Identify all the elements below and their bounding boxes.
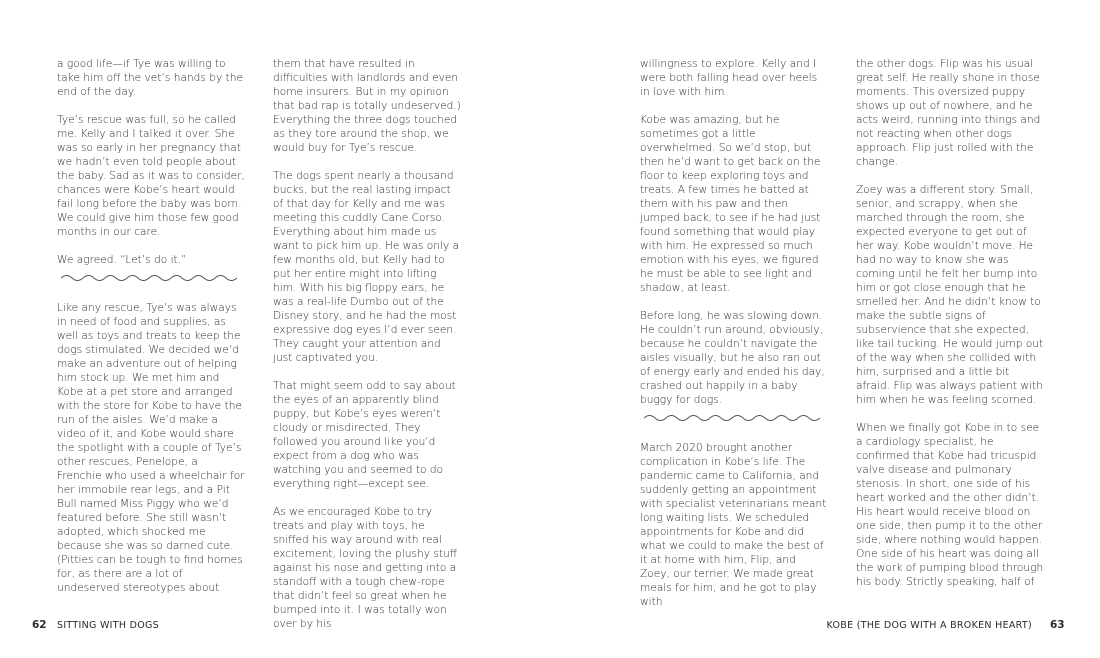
paragraph: Before long, he was slowing down. He couldn’t run around, obviously, because he couldn’t navigate the aisles visually, but he also ran out of energy early and ended his day, crashed out happily in a baby buggy for dogs. [640, 310, 825, 406]
paragraph: We agreed. “Let’s do it.” [57, 254, 187, 266]
paragraph: As we encouraged Kobe to try treats and play with toys, he sniffed his way around with real excitement, loving the plushy stuff against his nose and getting into a standoff with a tough chew-rope that didn’t feel so great when he bumped into it. I was totally won over by his [273, 506, 458, 630]
running-head-left: SITTING WITH DOGS [57, 620, 160, 631]
paragraph: them that have resulted in difficulties with landlords and even home insurers. But in my opinion that bad rap is totally undeserved.) Everything the three dogs touched as they tore around the shop, we would buy for Tye’s rescue. [273, 58, 461, 154]
paragraph: a good life—if Tye was willing to take him off the vet’s hands by the end of the day. [57, 58, 244, 98]
paragraph: March 2020 brought another complication in Kobe’s life. The pandemic came to California, and suddenly getting an appointment with specialist veterinarians meant long waiting lists. We scheduled appointments for Kobe and did what we could to make the best of it at home with him, Flip, and Zoey, our terrier. We made great meals for him, and he got to play with [640, 442, 827, 608]
running-head-right: KOBE (THE DOG WITH A BROKEN HEART) [826, 620, 1032, 631]
paragraph: the other dogs. Flip was his usual great self. He really shone in those moments. This oversized puppy shows up out of nowhere, and he acts weird, running into things and not reacting when other dogs approach. Flip just rolled with the change. [856, 58, 1041, 168]
paragraph: Like any rescue, Tye’s was always in need of food and supplies, as well as toys and treats to keep the dogs stimulated. We decided we’d make an adventure out of helping him stock up. We met him and Kobe at a pet store and arranged with the store for Kobe to have the run of the aisles. We’d make a video of it, and Kobe would share the spotlight with a couple of Tye’s other rescues, Penelope, a Frenchie who used a wheelchair for her immobile rear legs, and a Pit Bull named Miss Piggy who we’d featured before. She still wasn’t adopted, which shocked me because she was so darned cute. (Pitties can be tough to find homes for, as there are a lot of undeserved stereotypes about [57, 302, 245, 594]
paragraph: That might seem odd to say about the eyes of an apparently blind puppy, but Kobe’s eyes weren’t cloudy or misdirected. They followed you around like you’d expect from a dog who was watching you and seemed to do everything right—except see. [273, 380, 456, 490]
page-number-left: 62 [32, 619, 47, 631]
wavy-divider-icon [61, 273, 237, 283]
right-column-2 [856, 57, 1044, 603]
paragraph: willingness to explore. Kelly and I were both falling head over heels in love with him. [640, 58, 818, 98]
wavy-divider-icon [644, 413, 820, 423]
paragraph: Zoey was a different story. Small, senior, and scrappy, when she marched through the room, she expected everyone to get out of her way. Kobe wouldn’t move. He had no way to know she was coming until he felt her bump into him or got close enough that he smelled her. And he didn’t know to make the subtle signs of subservience that she expected, like tail tucking. He would jump out of the way when she collided with him, surprised and a little bit afraid. Flip was always patient with him when he was feeling scorned. [856, 184, 1044, 406]
left-column-2 [273, 57, 461, 645]
paragraph: Kobe was amazing, but he sometimes got a little overwhelmed. So we’d stop, but then he’d want to get back on the floor to keep exploring toys and treats. A few times he batted at them with his paw and then jumped back, to see if he had just found something that would play with him. He expressed so much emotion with his eyes, we figured he must be able to see light and shadow, at least. [640, 114, 821, 294]
page-number-right: 63 [1050, 619, 1065, 631]
paragraph: The dogs spent nearly a thousand bucks, but the real lasting impact of that day for Kelly and me was meeting this cuddly Cane Corso. Everything about him made us want to pick him up. He was only a few months old, but Kelly had to put her entire might into lifting him. With his big floppy ears, he was a real-life Dumbo out of the Disney story, and he had the most expressive dog eyes I’d ever seen. They caught your attention and just captivated you. [273, 170, 460, 364]
paragraph: When we finally got Kobe in to see a cardiology specialist, he confirmed that Kobe had tricuspid valve disease and pulmonary stenosis. In short, one side of his heart worked and the other didn’t. His heart would receive blood on one side, then pump it to the other side, where nothing would happen. One side of his heart was doing all the work of pumping blood through his body. Strictly speaking, half of [856, 422, 1044, 588]
paragraph: Tye’s rescue was full, so he called me. Kelly and I talked it over. She was so early in her pregnancy that we hadn’t even told people about the baby. Sad as it was to consider, chances were Kobe’s heart would fail long before the baby was born. We could give him those few good months in our care. [57, 114, 245, 238]
left-column-1 [57, 57, 245, 609]
right-column-1 [640, 57, 828, 623]
